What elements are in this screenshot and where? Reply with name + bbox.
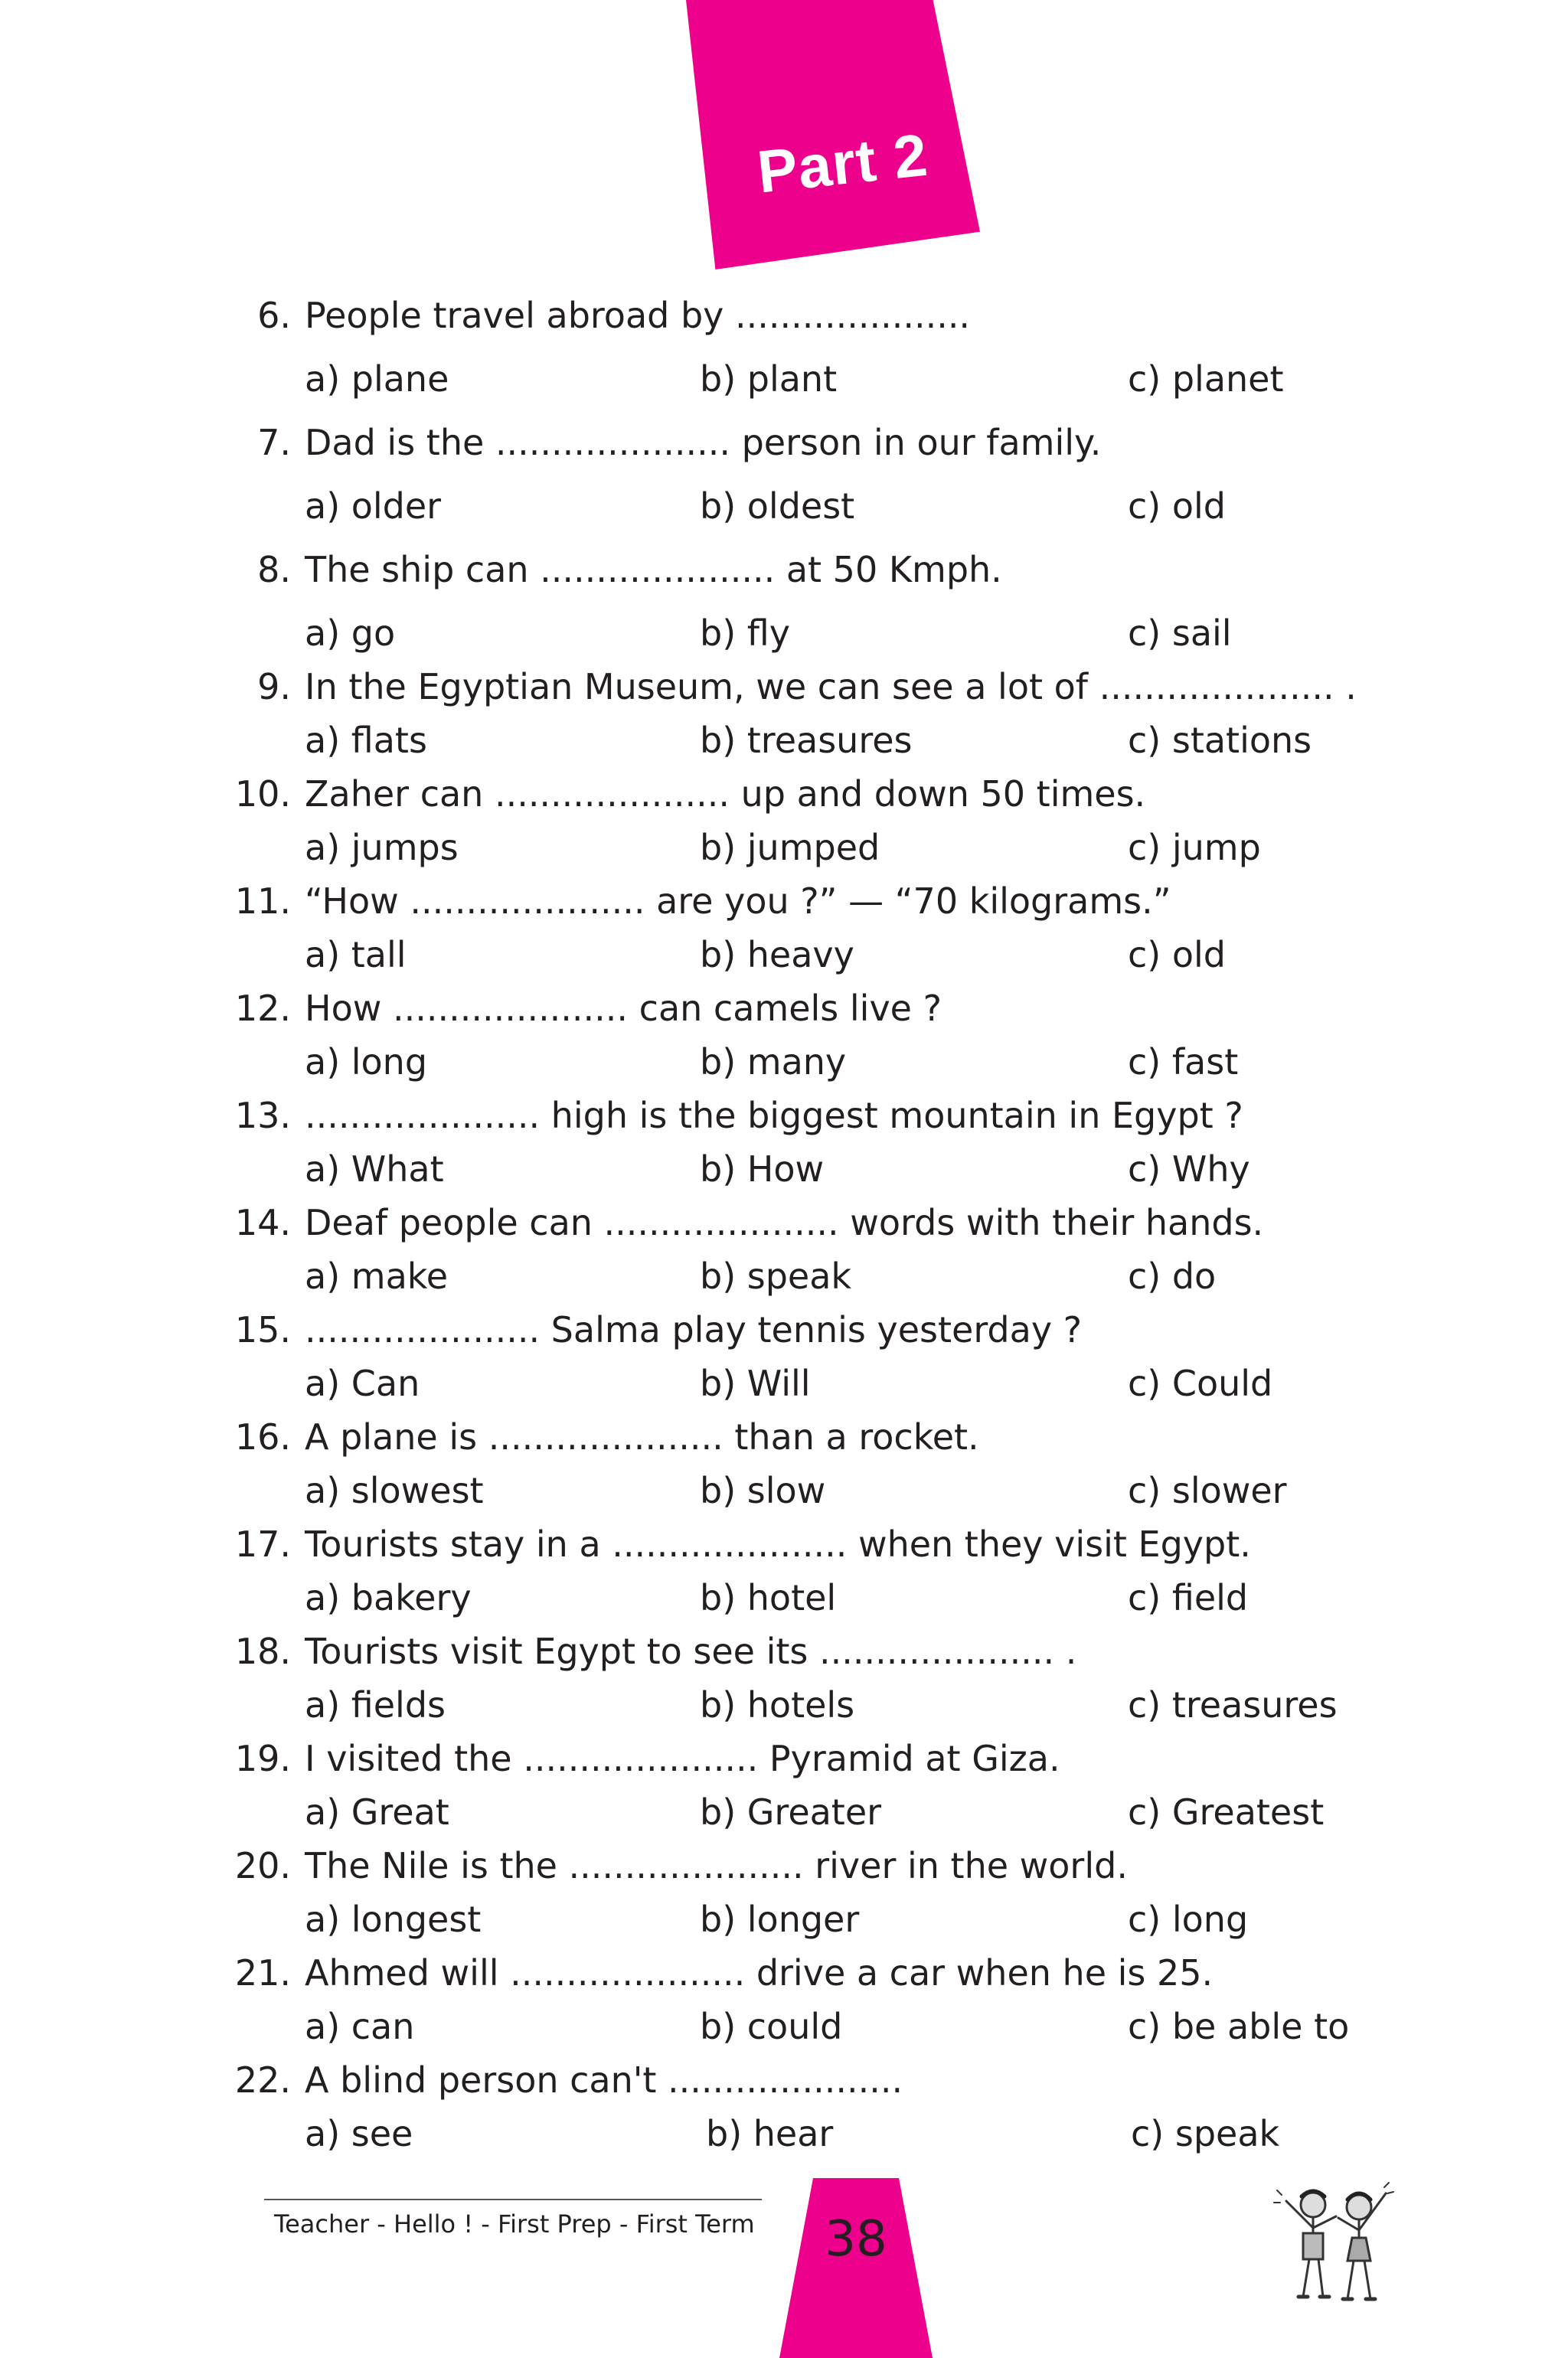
option-a[interactable]: a) make — [305, 1256, 449, 1297]
question-number: 12. — [234, 988, 291, 1029]
question-number: 15. — [234, 1309, 291, 1350]
option-c[interactable]: c) stations — [1128, 720, 1312, 761]
question-row — [0, 1092, 1568, 1138]
question-row — [0, 878, 1568, 924]
option-a[interactable]: a) see — [305, 2113, 413, 2154]
footer-text: Teacher - Hello ! - First Prep - First Term — [274, 2209, 755, 2239]
option-b[interactable]: b) speak — [700, 1256, 852, 1297]
option-b[interactable]: b) hotel — [700, 1577, 837, 1618]
option-b[interactable]: b) How — [700, 1148, 825, 1190]
question-number: 21. — [234, 1952, 291, 1994]
option-b[interactable]: b) fly — [700, 612, 790, 654]
question-row — [0, 1521, 1568, 1567]
options-row — [0, 717, 1568, 763]
option-b[interactable]: b) Greater — [700, 1791, 882, 1833]
question-number: 14. — [234, 1202, 291, 1243]
options-row — [0, 1146, 1568, 1192]
question-row — [0, 985, 1568, 1031]
question-text: Tourists visit Egypt to see its ..................... . — [305, 1631, 1077, 1672]
question-text: Zaher can ..................... up and down 50 times. — [305, 773, 1146, 815]
option-a[interactable]: a) long — [305, 1041, 428, 1083]
options-row — [0, 2004, 1568, 2049]
options-row — [0, 1468, 1568, 1514]
question-row — [0, 2057, 1568, 2103]
options-row — [0, 483, 1568, 529]
options-row — [0, 1360, 1568, 1406]
question-number: 22. — [234, 2059, 291, 2101]
option-b[interactable]: b) plant — [700, 358, 838, 400]
option-c[interactable]: c) planet — [1128, 358, 1284, 400]
options-row — [0, 1682, 1568, 1728]
options-row — [0, 1039, 1568, 1085]
option-c[interactable]: c) Why — [1128, 1148, 1250, 1190]
option-c[interactable]: c) speak — [1131, 2113, 1280, 2154]
option-a[interactable]: a) plane — [305, 358, 449, 400]
question-row — [0, 1736, 1568, 1782]
options-row — [0, 1575, 1568, 1621]
question-text: A blind person can't ..................... — [305, 2059, 903, 2101]
question-number: 20. — [234, 1845, 291, 1886]
options-row — [0, 610, 1568, 656]
question-text: Ahmed will ..................... drive a car when he is 25. — [305, 1952, 1214, 1994]
option-c[interactable]: c) old — [1128, 934, 1226, 975]
option-b[interactable]: b) hotels — [700, 1684, 855, 1726]
option-b[interactable]: b) slow — [700, 1470, 826, 1511]
option-c[interactable]: c) slower — [1128, 1470, 1287, 1511]
option-b[interactable]: b) heavy — [700, 934, 854, 975]
question-number: 10. — [234, 773, 291, 815]
option-a[interactable]: a) Great — [305, 1791, 449, 1833]
question-text: ..................... high is the biggest mountain in Egypt ? — [305, 1095, 1243, 1136]
kids-illustration-icon — [1271, 2170, 1401, 2316]
option-a[interactable]: a) What — [305, 1148, 444, 1190]
question-text: Tourists stay in a ..................... when they visit Egypt. — [305, 1524, 1251, 1565]
question-number: 6. — [257, 295, 291, 336]
option-c[interactable]: c) long — [1128, 1899, 1249, 1940]
question-number: 11. — [234, 880, 291, 922]
option-a[interactable]: a) go — [305, 612, 396, 654]
question-number: 18. — [234, 1631, 291, 1672]
question-text: The Nile is the ..................... river in the world. — [305, 1845, 1128, 1886]
footer-divider — [264, 2199, 762, 2200]
page-number-tab — [779, 2178, 933, 2358]
options-row — [0, 2111, 1568, 2157]
option-b[interactable]: b) jumped — [700, 827, 880, 868]
question-row — [0, 1414, 1568, 1460]
option-a[interactable]: a) slowest — [305, 1470, 484, 1511]
options-row — [0, 1789, 1568, 1835]
question-number: 9. — [257, 666, 291, 707]
option-c[interactable]: c) old — [1128, 485, 1226, 527]
question-text: The ship can ..................... at 50 Kmph. — [305, 549, 1002, 590]
question-text: Dad is the ..................... person in our family. — [305, 422, 1102, 463]
question-row — [0, 1843, 1568, 1889]
question-row — [0, 1628, 1568, 1674]
question-number: 19. — [234, 1738, 291, 1779]
option-c[interactable]: c) Could — [1128, 1363, 1273, 1404]
option-a[interactable]: a) jumps — [305, 827, 459, 868]
option-b[interactable]: b) treasures — [700, 720, 913, 761]
option-c[interactable]: c) jump — [1128, 827, 1261, 868]
option-c[interactable]: c) fast — [1128, 1041, 1239, 1083]
question-text: ..................... Salma play tennis yesterday ? — [305, 1309, 1083, 1350]
options-row — [0, 932, 1568, 978]
options-row — [0, 1253, 1568, 1299]
option-c[interactable]: c) sail — [1128, 612, 1232, 654]
option-b[interactable]: b) longer — [700, 1899, 860, 1940]
question-number: 7. — [257, 422, 291, 463]
option-c[interactable]: c) do — [1128, 1256, 1217, 1297]
option-b[interactable]: b) hear — [706, 2113, 834, 2154]
question-text: Deaf people can ..................... words with their hands. — [305, 1202, 1264, 1243]
option-a[interactable]: a) bakery — [305, 1577, 472, 1618]
option-a[interactable]: a) fields — [305, 1684, 446, 1726]
question-row — [0, 1307, 1568, 1353]
question-number: 13. — [234, 1095, 291, 1136]
option-a[interactable]: a) older — [305, 485, 442, 527]
question-row — [0, 547, 1568, 593]
question-text: In the Egyptian Museum, we can see a lot of ..................... . — [305, 666, 1357, 707]
question-row — [0, 420, 1568, 465]
option-c[interactable]: c) be able to — [1128, 2006, 1350, 2047]
question-row — [0, 1950, 1568, 1996]
question-text: People travel abroad by ..................... — [305, 295, 971, 336]
question-row — [0, 292, 1568, 338]
option-c[interactable]: c) Greatest — [1128, 1791, 1325, 1833]
question-text: I visited the ..................... Pyramid at Giza. — [305, 1738, 1060, 1779]
question-number: 17. — [234, 1524, 291, 1565]
question-number: 16. — [234, 1416, 291, 1458]
options-row — [0, 356, 1568, 402]
option-a[interactable]: a) can — [305, 2006, 415, 2047]
question-text: “How ..................... are you ?” — “70 kilograms.” — [305, 880, 1171, 922]
question-number: 8. — [257, 549, 291, 590]
option-a[interactable]: a) flats — [305, 720, 427, 761]
options-row — [0, 1896, 1568, 1942]
question-text: How ..................... can camels live ? — [305, 988, 942, 1029]
options-row — [0, 825, 1568, 870]
part-title: Part 2 — [754, 120, 931, 206]
question-row — [0, 1200, 1568, 1246]
option-b[interactable]: b) many — [700, 1041, 847, 1083]
page-number: 38 — [825, 2211, 887, 2268]
option-b[interactable]: b) Will — [700, 1363, 811, 1404]
question-row — [0, 771, 1568, 817]
option-a[interactable]: a) longest — [305, 1899, 482, 1940]
option-c[interactable]: c) treasures — [1128, 1684, 1338, 1726]
question-row — [0, 664, 1568, 710]
option-b[interactable]: b) oldest — [700, 485, 855, 527]
option-a[interactable]: a) Can — [305, 1363, 420, 1404]
option-a[interactable]: a) tall — [305, 934, 407, 975]
option-c[interactable]: c) field — [1128, 1577, 1249, 1618]
question-text: A plane is ..................... than a rocket. — [305, 1416, 979, 1458]
option-b[interactable]: b) could — [700, 2006, 843, 2047]
